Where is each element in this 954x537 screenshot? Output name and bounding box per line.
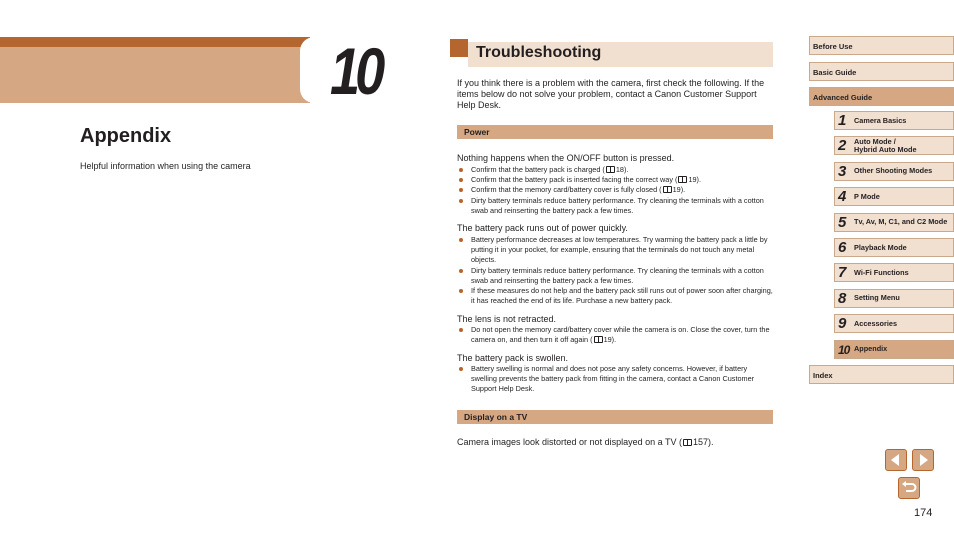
list-item [457,286,773,306]
nav-chapter-label: Other Shooting Modes [854,166,933,176]
power-heading-bar [457,125,773,139]
nav-chapter-number: 5 [838,213,847,231]
list-item-text: If these measures do not help and the battery pack still runs out of power soon after charging, it has reached the end of its life. Purchase a new battery pack. [471,286,773,306]
nav-chapter-label: Appendix [854,344,888,354]
list-item [457,325,773,345]
nav-chapter-number: 8 [838,289,847,307]
next-page-button[interactable] [912,449,934,471]
nav-chapter-6[interactable] [834,238,954,257]
return-arrow-icon [899,478,919,498]
nav-chapter-number: 4 [838,188,847,206]
nav-chapter-number: 7 [838,264,847,282]
nav-chapter-number: 2 [838,137,847,155]
chapter-banner-stripe [0,37,310,47]
tv-question-1 [457,437,713,447]
book-icon [683,439,692,446]
list-item-text: Battery swelling is normal and does not pose any safety concerns. However, if battery swelling prevents the battery pack from fitting in the camera, contact a Canon Customer Support Help Desk. [471,364,755,394]
power-question-2: The battery pack runs out of power quickly. [457,223,628,233]
list-item [457,196,773,216]
page-reference-link[interactable]: 19). [603,335,617,345]
nav-chapter-7[interactable] [834,263,954,282]
book-icon [606,166,615,173]
nav-chapter-label: Auto Mode / Hybrid Auto Mode [854,136,917,154]
list-item-text: Dirty battery terminals reduce battery performance. Try cleaning the terminals with a cotton swab and reinserting the battery pack a few times. [471,265,764,285]
list-item-text: Confirm that the battery pack is charged ( [471,165,605,174]
power-question-3-list [457,325,773,345]
section-marker [450,39,468,57]
nav-chapter-number: 1 [838,112,847,129]
power-question-4: The battery pack is swollen. [457,353,569,363]
power-question-2-list [457,235,773,306]
nav-chapter-9[interactable] [834,314,954,333]
nav-chapter-label: Setting Menu [854,293,900,303]
chapter-subtitle: Helpful information when using the camera [80,161,251,171]
previous-page-button[interactable] [885,449,907,471]
page-reference-link[interactable]: 19). [688,175,702,185]
nav-chapter-5[interactable] [834,213,954,232]
nav-chapter-10[interactable] [834,340,954,359]
nav-chapter-number: 6 [838,239,847,256]
page-reference-link[interactable]: 19). [672,185,686,195]
chapter-number: 10 [330,34,381,108]
nav-chapter-label: Tv, Av, M, C1, and C2 Mode [854,217,948,227]
list-item [457,165,773,175]
nav-chapter-label: Playback Mode [854,242,907,252]
tv-heading: Display on a TV [464,412,528,422]
list-item-text: Battery performance decreases at low temperatures. Try warming the battery pack a little by putting it in your pocket, for example, ensuring that the terminals do not touch any metal objects. [471,235,768,265]
power-question-4-list [457,364,773,395]
list-item-text: Do not open the memory card/battery cover while the camera is on. Close the cover, turn the camera on, and then turn it off again ( [471,325,770,345]
list-item [457,364,773,395]
list-item-text: Dirty battery terminals reduce battery performance. Try cleaning the terminals with a cotton swab and reinserting the battery pack a few times. [471,195,764,215]
book-icon [678,176,687,183]
power-question-1: Nothing happens when the ON/OFF button is pressed. [457,153,675,163]
nav-before-use[interactable]: Before Use [809,36,954,55]
nav-chapter-number: 10 [838,342,850,357]
chapter-title: Appendix [80,125,172,147]
book-icon [594,336,603,343]
nav-chapter-label: Accessories [854,318,898,328]
power-heading: Power [464,127,490,137]
chapter-banner-notch [300,37,314,103]
nav-chapter-number: 9 [838,315,847,333]
power-question-1-list [457,165,773,216]
tv-heading-bar [457,410,773,424]
nav-advanced-guide[interactable]: Advanced Guide [809,87,954,106]
list-item-text: Confirm that the memory card/battery cover is fully closed ( [471,185,662,195]
nav-chapter-4[interactable] [834,187,954,206]
nav-chapter-number: 3 [838,162,847,180]
chapter-banner [0,47,310,103]
page-reference-link[interactable]: 18). [615,165,629,174]
tv-question-1-text: Camera images look distorted or not displayed on a TV ( [457,437,682,447]
section-title: Troubleshooting [476,44,602,61]
return-button[interactable] [898,477,920,499]
nav-chapter-8[interactable] [834,289,954,308]
list-item [457,175,773,185]
nav-chapter-2[interactable] [834,136,954,155]
section-intro: If you think there is a problem with the camera, first check the following. If the items below do not solve your problem, contact a Canon Customer Support Help Desk. [457,78,765,110]
page-number: 174 [914,507,933,519]
nav-basic-guide[interactable]: Basic Guide [809,62,954,81]
list-item [457,266,773,286]
nav-index[interactable]: Index [809,365,954,384]
tv-page-reference-link[interactable]: 157). [692,437,714,447]
list-item [457,185,773,195]
nav-chapter-label: Camera Basics [854,115,907,125]
list-item-text: Confirm that the battery pack is inserted facing the correct way ( [471,175,678,185]
nav-chapter-3[interactable] [834,162,954,181]
list-item [457,235,773,266]
nav-chapter-1[interactable] [834,111,954,130]
nav-chapter-label: P Mode [854,191,880,201]
book-icon [663,186,672,193]
power-question-3: The lens is not retracted. [457,314,557,324]
arrow-right-icon [913,450,933,470]
arrow-left-icon [886,450,906,470]
nav-chapter-label: Wi-Fi Functions [854,267,909,277]
